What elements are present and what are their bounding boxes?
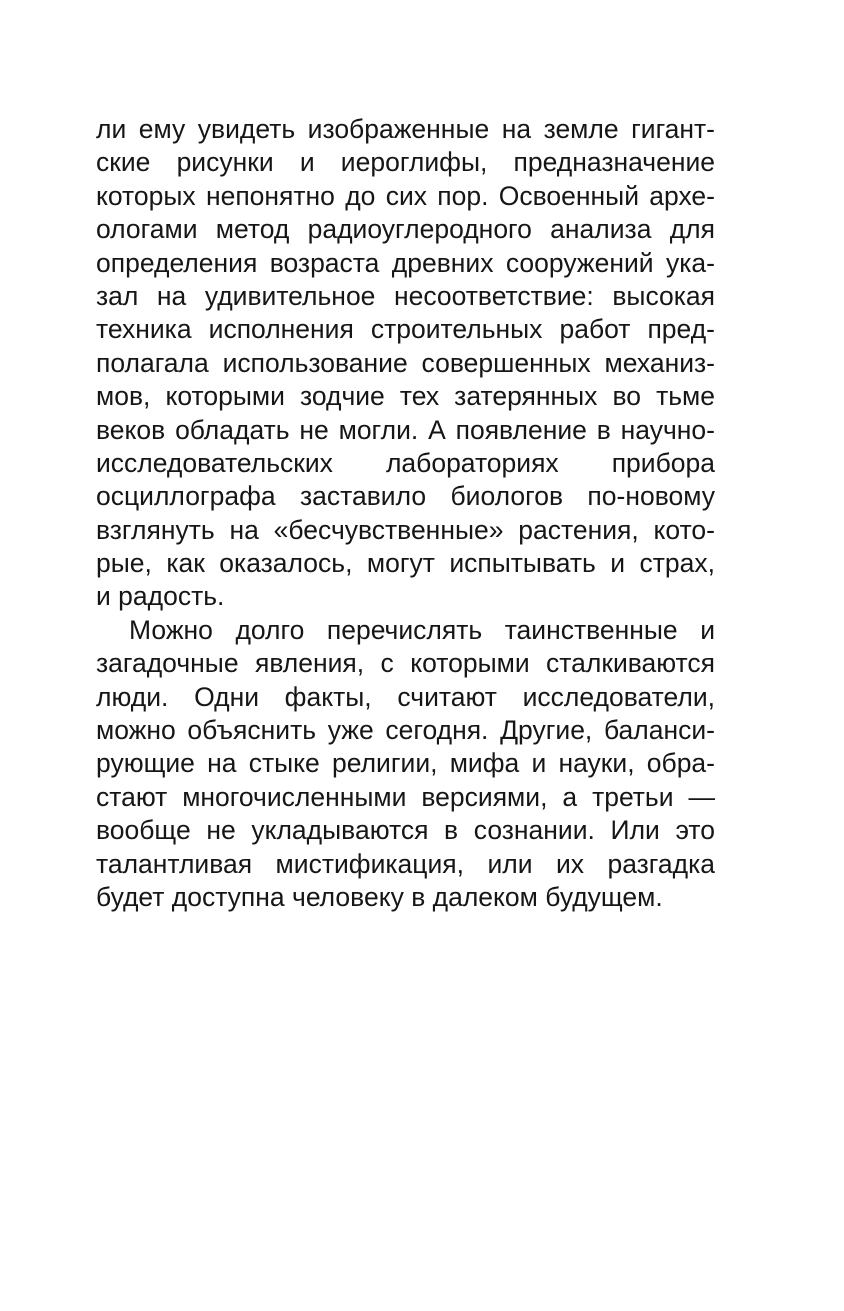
text-line: и радость. (96, 581, 225, 612)
text-line: полагала использование совершенных механиз- (96, 347, 715, 378)
text-line: можно объяснить уже сегодня. Другие, баланси- (96, 715, 715, 746)
text-line: загадочные явления, с которыми сталкиваются (96, 648, 715, 679)
text-line: осциллографа заставило биологов по-новому (96, 481, 715, 512)
text-line: рые, как оказалось, могут испытывать и страх, (96, 548, 715, 579)
text-line: талантливая мистификация, или их разгадка (96, 848, 715, 879)
paragraph-2 (96, 614, 715, 915)
text-line: веков обладать не могли. А появление в научно- (96, 414, 715, 445)
text-line: ли ему увидеть изображенные на земле гигант- (96, 114, 715, 144)
text-line: зал на удивительное несоответствие: высокая (96, 280, 715, 311)
text-line: стают многочисленными версиями, а третьи — (96, 781, 715, 812)
paragraph-1 (96, 113, 715, 614)
text-line: ологами метод радиоуглеродного анализа для (96, 214, 715, 245)
text-line: определения возраста древних сооружений ука- (96, 247, 715, 278)
text-line: исследовательских лабораториях прибора (96, 447, 715, 478)
body-text (96, 113, 715, 914)
text-line: которых непонятно до сих пор. Освоенный архе- (96, 180, 715, 211)
text-line: вообще не укладываются в сознании. Или это (96, 815, 715, 846)
text-line: Можно долго перечислять таинственные и (129, 614, 715, 645)
text-line: будет доступна человеку в далеком будущем. (96, 881, 663, 912)
text-line: люди. Одни факты, считают исследователи, (96, 681, 715, 712)
text-line: взглянуть на «бесчувственные» растения, кото- (96, 514, 715, 545)
text-line: рующие на стыке религии, мифа и науки, обра- (96, 748, 715, 779)
text-line: мов, которыми зодчие тех затерянных во тьме (96, 381, 715, 412)
text-line: техника исполнения строительных работ пред- (96, 314, 715, 345)
text-line: ские рисунки и иероглифы, предназначение (96, 147, 715, 178)
